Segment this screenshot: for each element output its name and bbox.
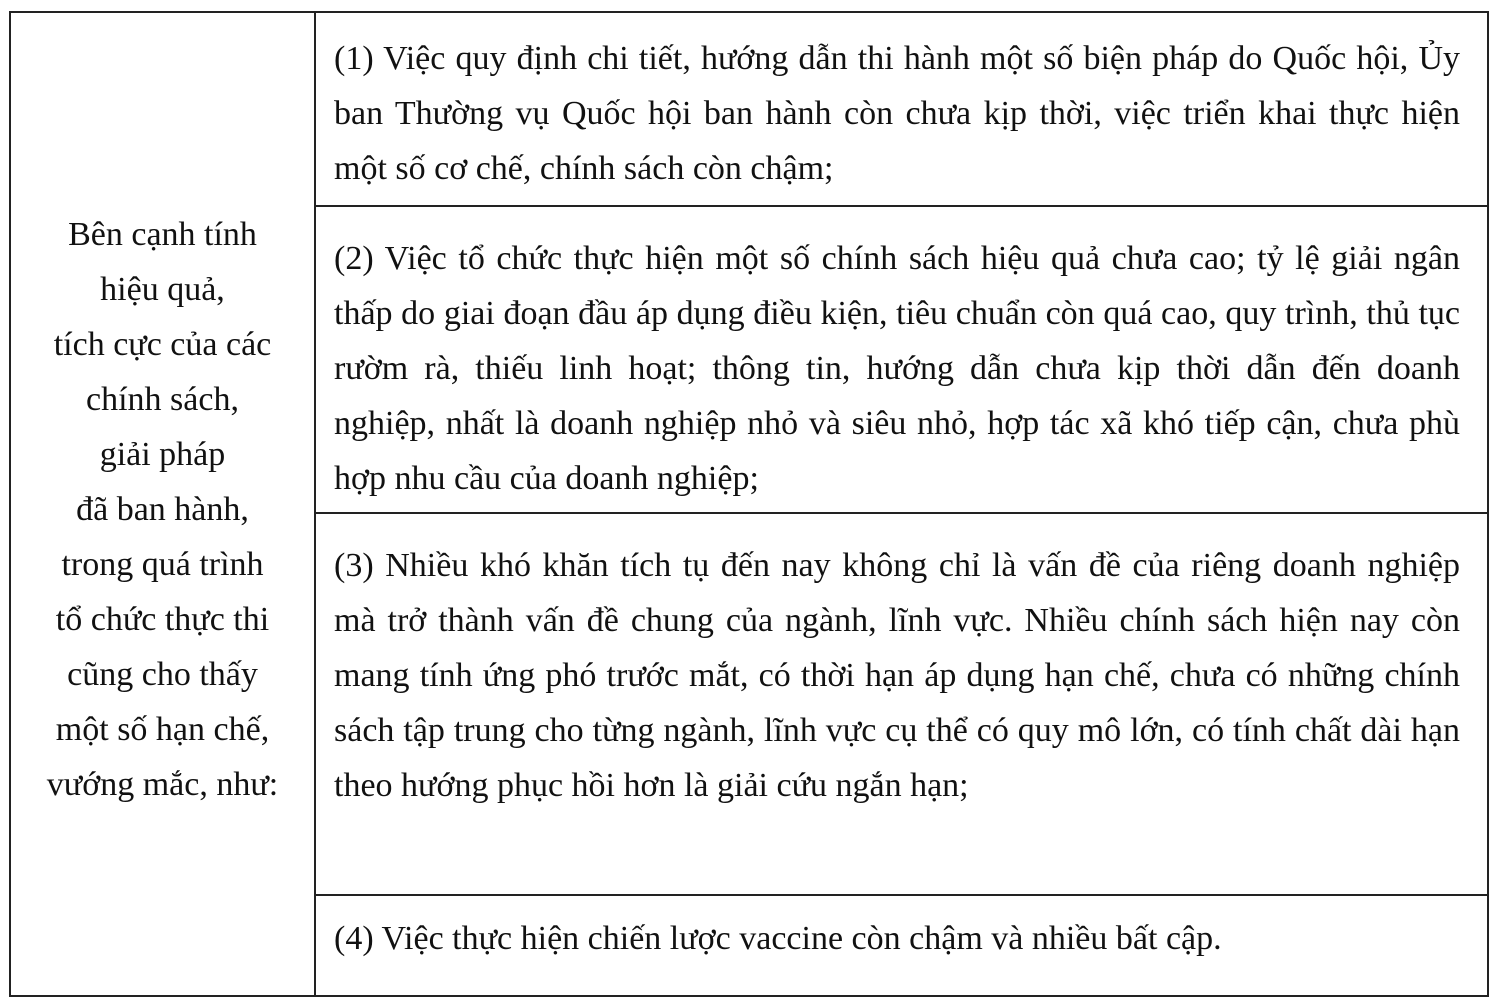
limitations-table	[9, 11, 1489, 997]
intro-line: hiệu quả,	[100, 270, 225, 308]
intro-line: Bên cạnh tính	[68, 215, 257, 253]
limitation-item-3: (3) Nhiều khó khăn tích tụ đến nay không chỉ là vấn đề của riêng doanh nghiệp mà trở thành vấn đề chung của ngành, lĩnh vực. Nhiều chính sách hiện nay còn mang tính ứng phó trước mắt, có thời hạn áp dụng hạn chế, chưa có những chính sách tập trung cho từng ngành, lĩnh vực cụ thể có quy mô lớn, có tính chất dài hạn theo hướng phục hồi hơn là giải cứu ngắn hạn;	[316, 512, 1487, 894]
intro-line: đã ban hành,	[76, 490, 249, 528]
intro-line: cũng cho thấy	[67, 655, 258, 693]
intro-line: tích cực của các	[53, 325, 272, 363]
intro-line: vướng mắc, như:	[46, 765, 279, 803]
intro-line: một số hạn chế,	[55, 710, 270, 748]
items-column	[316, 13, 1487, 995]
limitation-item-2: (2) Việc tổ chức thực hiện một số chính sách hiệu quả chưa cao; tỷ lệ giải ngân thấp do giai đoạn đầu áp dụng điều kiện, tiêu chuẩn còn quá cao, quy trình, thủ tục rườm rà, thiếu linh hoạt; thông tin, hướng dẫn chưa kịp thời dẫn đến doanh nghiệp, nhất là doanh nghiệp nhỏ và siêu nhỏ, hợp tác xã khó tiếp cận, chưa phù hợp nhu cầu của doanh nghiệp;	[316, 205, 1487, 512]
limitation-item-1: (1) Việc quy định chi tiết, hướng dẫn thi hành một số biện pháp do Quốc hội, Ủy ban Thường vụ Quốc hội ban hành còn chưa kịp thời, việc triển khai thực hiện một số cơ chế, chính sách còn chậm;	[334, 40, 1460, 187]
limitation-item-4: (4) Việc thực hiện chiến lược vaccine còn chậm và nhiều bất cập.	[316, 894, 1487, 995]
intro-line: tổ chức thực thi	[55, 600, 270, 638]
intro-cell	[11, 13, 316, 995]
intro-text	[11, 207, 314, 812]
intro-line: trong quá trình	[61, 545, 264, 583]
intro-line: chính sách,	[86, 380, 239, 418]
intro-line: giải pháp	[99, 435, 226, 473]
